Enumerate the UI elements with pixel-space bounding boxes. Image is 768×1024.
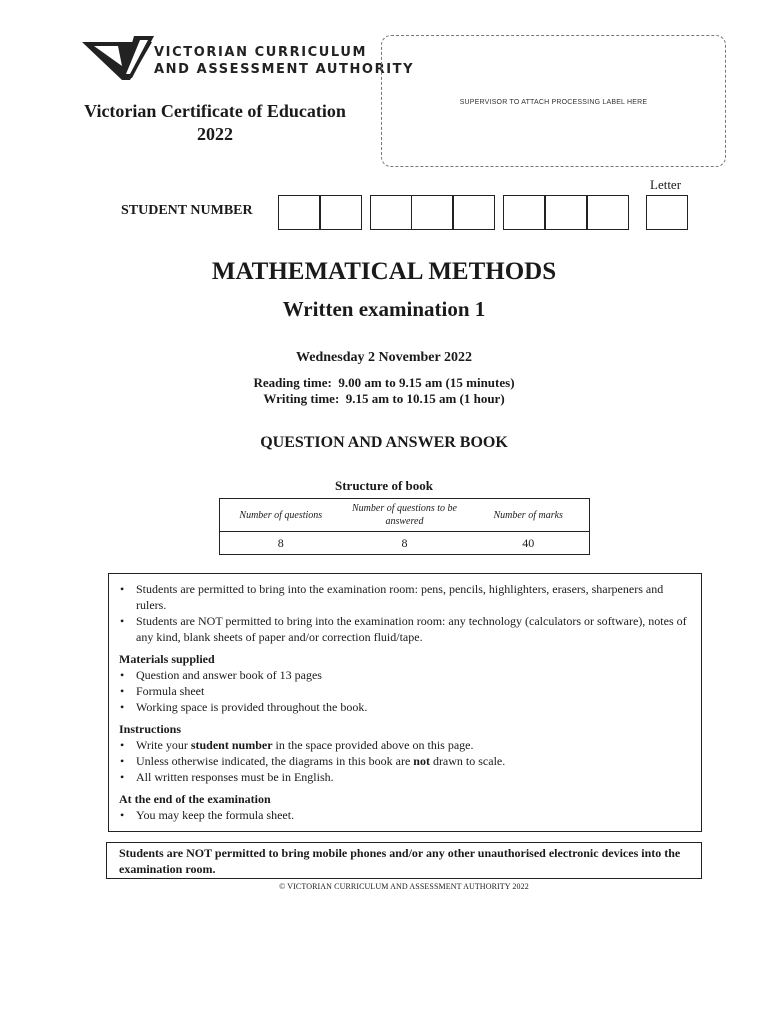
phones-notice: Students are NOT permitted to bring mobile phones and/or any other unauthorised electronic devices into the examination room. [106, 842, 702, 879]
structure-header-row [220, 499, 590, 532]
reading-time: Reading time: 9.00 am to 9.15 am (15 minutes) [253, 375, 515, 390]
structure-title: Structure of book [335, 478, 433, 493]
student-number-box[interactable] [453, 195, 495, 230]
student-number-box[interactable] [545, 195, 587, 230]
instruction-item: • All written responses must be in English. [119, 769, 691, 785]
structure-table [219, 498, 590, 555]
exam-date: Wednesday 2 November 2022 [296, 350, 472, 365]
structure-data-row [220, 532, 590, 555]
logo-wordmark [154, 44, 414, 78]
end-heading: At the end of the examination [119, 792, 271, 806]
instr1-post: in the space provided above on this page. [272, 738, 474, 752]
processing-label-area [381, 35, 726, 167]
permission-list [119, 581, 691, 645]
student-letter-box[interactable] [646, 195, 688, 230]
header-marks: Number of marks [467, 499, 589, 532]
end-list [119, 807, 691, 823]
header-answered: Number of questions to be answered [342, 499, 468, 532]
exam-times [0, 375, 768, 407]
materials-item: • Working space is provided throughout the book. [119, 699, 691, 715]
student-number-label: STUDENT NUMBER [121, 203, 253, 218]
logo-line-2: AND ASSESSMENT AUTHORITY [154, 62, 415, 77]
cell-answered: 8 [342, 532, 468, 555]
student-number-box[interactable] [278, 195, 320, 230]
processing-label-text: SUPERVISOR TO ATTACH PROCESSING LABEL HERE [459, 99, 648, 106]
certificate-year: 2022 [197, 124, 233, 144]
certificate-title [60, 100, 370, 146]
student-number-box[interactable] [370, 195, 412, 230]
instr1-pre: Write your [136, 738, 191, 752]
instr1-bold: student number [190, 738, 273, 752]
permitted-item: • Students are permitted to bring into the examination room: pens, pencils, highlighters, erasers, sharpeners and rulers. [119, 581, 691, 613]
book-title: QUESTION AND ANSWER BOOK [260, 434, 508, 451]
instr2-post: drawn to scale. [429, 754, 506, 768]
materials-item: • Question and answer book of 13 pages [119, 667, 691, 683]
subject-title: MATHEMATICAL METHODS [211, 258, 557, 285]
instr2-pre: Unless otherwise indicated, the diagrams in this book are [136, 754, 414, 768]
writing-time: Writing time: 9.15 am to 10.15 am (1 hour) [263, 391, 505, 406]
materials-item: • Formula sheet [119, 683, 691, 699]
instruction-item [119, 753, 691, 769]
cell-marks: 40 [467, 532, 589, 555]
letter-label: Letter [650, 177, 682, 192]
certificate-name: Victorian Certificate of Education [84, 101, 346, 121]
not-permitted-item: • Students are NOT permitted to bring into the examination room: any technology (calculators or software), notes of any kind, blank sheets of paper and/or correction fluid/tape. [119, 613, 691, 645]
rules-box [108, 573, 702, 832]
materials-list [119, 667, 691, 715]
instructions-heading: Instructions [119, 722, 182, 736]
instructions-list [119, 737, 691, 785]
instr2-bold: not [413, 754, 430, 768]
instruction-item [119, 737, 691, 753]
cell-questions: 8 [220, 532, 342, 555]
end-item: • You may keep the formula sheet. [119, 807, 691, 823]
logo-line-1: VICTORIAN CURRICULUM [154, 45, 368, 60]
header-questions: Number of questions [220, 499, 342, 532]
student-number-box[interactable] [587, 195, 629, 230]
copyright: © VICTORIAN CURRICULUM AND ASSESSMENT AUTHORITY 2022 [279, 882, 529, 891]
materials-heading: Materials supplied [119, 652, 215, 666]
student-number-box[interactable] [503, 195, 545, 230]
student-number-box[interactable] [320, 195, 362, 230]
paper-title: Written examination 1 [282, 297, 486, 321]
student-number-box[interactable] [411, 195, 453, 230]
